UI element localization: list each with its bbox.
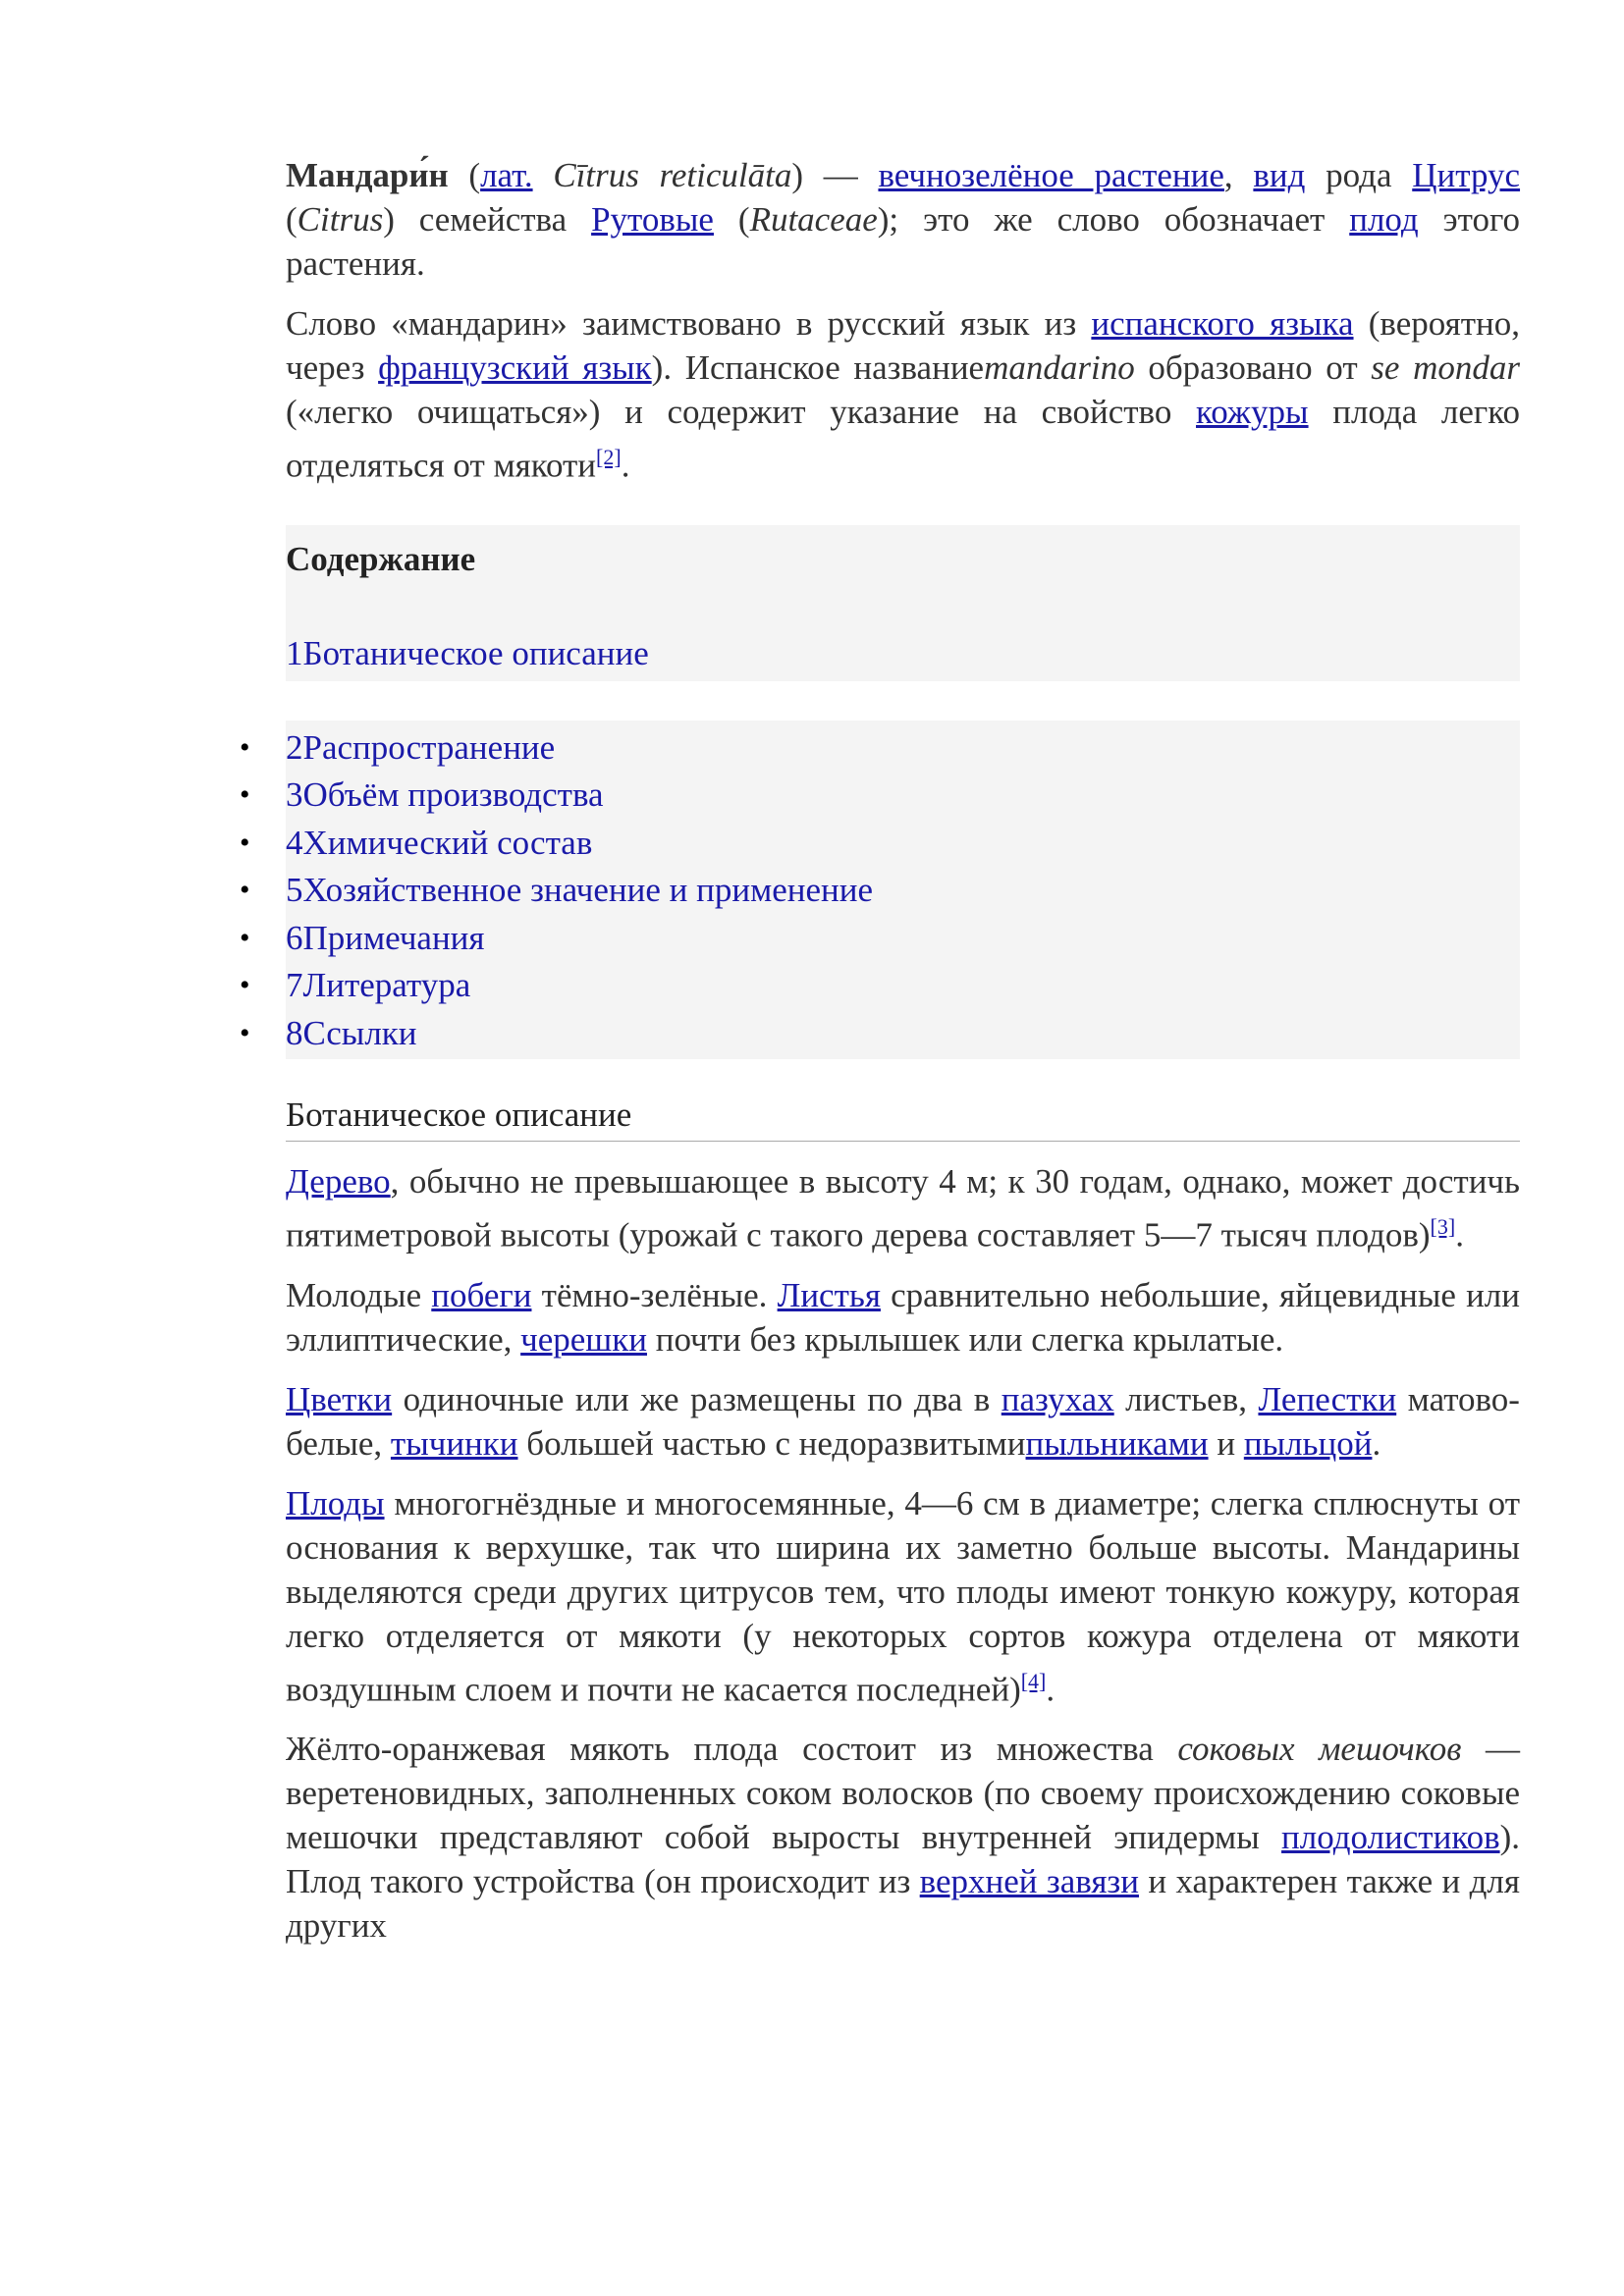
bullet-icon: •: [240, 969, 250, 1002]
text: сравнительно небольшие, яйцевидные или эллиптические,: [286, 1275, 1521, 1359]
reference-link-4[interactable]: [4]: [1020, 1668, 1047, 1693]
fruit-link[interactable]: плод: [1349, 200, 1419, 239]
botany-paragraph-3: [286, 1377, 1520, 1466]
bullet-icon: •: [240, 778, 250, 812]
text: плода легко отделяться от мякоти: [286, 393, 1520, 485]
axils-link[interactable]: пазухах: [1001, 1379, 1114, 1418]
table-of-contents: [286, 525, 1520, 681]
reference-4: [1021, 1664, 1047, 1695]
text: Слово «мандарин» заимствовано в русский язык из: [286, 304, 1092, 343]
evergreen-plant-link[interactable]: вечнозелёное растение: [878, 156, 1224, 194]
intro-paragraph-1: [286, 153, 1520, 286]
text: и характерен также и для других: [286, 1862, 1520, 1946]
toc-item-4[interactable]: [240, 820, 1520, 868]
text: (: [286, 200, 298, 239]
toc-item-8[interactable]: [240, 1010, 1520, 1058]
text: почти без крылышек или слегка крылатые.: [646, 1319, 1284, 1359]
stamens-link[interactable]: тычинки: [390, 1423, 518, 1463]
toc-item-2[interactable]: [240, 724, 1520, 773]
text: .: [1455, 1215, 1464, 1255]
anthers-link[interactable]: пыльниками: [1025, 1423, 1209, 1463]
botany-paragraph-4: [286, 1481, 1520, 1712]
bullet-icon: •: [240, 1016, 250, 1049]
text: и: [1208, 1423, 1244, 1463]
toc-label: 2Распространение: [286, 727, 556, 767]
text: — веретеновидных, заполненных соком волосков (по своему происхождению соковые мешочки представляют собой выросты внутренней эпидермы: [286, 1730, 1520, 1857]
toc-item-5[interactable]: [240, 867, 1520, 915]
petals-link[interactable]: Лепестки: [1258, 1379, 1397, 1418]
leaves-link[interactable]: Листья: [777, 1275, 881, 1314]
text: ). Испанское название: [651, 348, 985, 387]
reference-link-2[interactable]: [2]: [596, 445, 622, 469]
spanish-language-link[interactable]: испанского языка: [1091, 304, 1354, 343]
text: ); это же слово обозначает: [877, 200, 1350, 239]
reference-2: [596, 440, 622, 471]
reference-link-3[interactable]: [3]: [1430, 1214, 1456, 1240]
toc-item-6[interactable]: [240, 915, 1520, 963]
tree-link[interactable]: Дерево: [286, 1162, 391, 1201]
upper-ovary-link[interactable]: верхней завязи: [919, 1862, 1139, 1901]
mandarino-word: mandarino: [984, 348, 1135, 387]
toc-label: 3Объём производства: [286, 775, 604, 815]
text: рода: [1305, 156, 1413, 194]
citrus-latin: Citrus: [297, 200, 384, 239]
fruits-link[interactable]: Плоды: [286, 1483, 385, 1522]
rutovye-link[interactable]: Рутовые: [591, 200, 714, 239]
peel-link[interactable]: кожуры: [1196, 393, 1309, 431]
text: ). Плод такого устройства (он происходит из: [286, 1818, 1520, 1901]
text: Жёлто-оранжевая мякоть плода состоит из множества: [286, 1730, 1178, 1769]
toc-item-1[interactable]: 1Ботаническое описание: [286, 633, 649, 672]
citrus-link[interactable]: Цитрус: [1412, 156, 1521, 194]
toc-item-3[interactable]: [240, 772, 1520, 820]
botany-paragraph-5: [286, 1727, 1520, 1948]
rutaceae-latin: Rutaceae: [749, 200, 878, 239]
text: ,: [1223, 156, 1254, 194]
toc-list: [240, 721, 1520, 1060]
se-mondar-word: se mondar: [1371, 348, 1520, 387]
intro-paragraph-2: [286, 301, 1520, 488]
text: , обычно не превышающее в высоту 4 м; к 30 годам, однако, может достичь пятиметровой высоты (урожай с такого дерева составляет 5—7 тысяч плодов): [286, 1162, 1520, 1255]
bullet-icon: •: [240, 921, 250, 954]
text: этого растения.: [286, 200, 1520, 283]
text: («легко очищаться») и содержит указание на свойство: [286, 393, 1196, 431]
text: .: [621, 446, 630, 485]
pollen-link[interactable]: пыльцой: [1243, 1423, 1373, 1463]
text: одиночные или же размещены по два в: [392, 1379, 1001, 1418]
text: многогнёздные и многосемянные, 4—6 см в диаметре; слегка сплюснуты от основания к верхушке, так что ширина их заметно больше высоты. Мандарины выделяются среди других цитрусов тем, что плоды имеют тонкую кожуру, которая легко отделяется от мякоти (у некоторых сортов кожура отделена от мякоти воздушным слоем и почти не касается последней): [286, 1483, 1520, 1709]
toc-title: Содержание: [286, 539, 476, 578]
text: матово-белые,: [286, 1379, 1520, 1463]
toc-label: 8Ссылки: [286, 1013, 417, 1052]
text: образовано от: [1134, 348, 1372, 387]
text: (вероятно, через: [286, 304, 1520, 387]
species-link[interactable]: вид: [1253, 156, 1306, 194]
latin-link[interactable]: лат.: [480, 156, 533, 194]
text: ) семейства: [383, 200, 592, 239]
botany-paragraph-1: [286, 1159, 1520, 1257]
bullet-icon: •: [240, 874, 250, 907]
section-heading: Ботаническое описание: [286, 1093, 1520, 1142]
latin-name: Cītrus reticulāta: [553, 156, 792, 194]
flowers-link[interactable]: Цветки: [286, 1379, 393, 1418]
text: (: [448, 156, 481, 194]
toc-label: 7Литература: [286, 966, 471, 1005]
text: листьев,: [1113, 1379, 1259, 1418]
text: большей частью с недоразвитыми: [517, 1423, 1026, 1463]
carpels-link[interactable]: плодолистиков: [1281, 1818, 1500, 1857]
shoots-link[interactable]: побеги: [431, 1275, 532, 1314]
petioles-link[interactable]: черешки: [520, 1319, 647, 1359]
toc-item-7[interactable]: [240, 962, 1520, 1010]
article-term: Мандари́н: [286, 156, 449, 194]
botany-paragraph-2: [286, 1273, 1520, 1362]
text: Молодые: [286, 1275, 432, 1314]
text: тёмно-зелёные.: [531, 1275, 778, 1314]
text: (: [713, 200, 750, 239]
juice-sacs-term: соковых мешочков: [1177, 1730, 1462, 1769]
bullet-icon: •: [240, 730, 250, 764]
text: [533, 156, 554, 194]
article-content: [240, 153, 1521, 1963]
toc-label: 6Примечания: [286, 918, 485, 957]
bullet-icon: •: [240, 826, 250, 859]
text: .: [1046, 1670, 1056, 1709]
reference-3: [1431, 1209, 1456, 1241]
french-language-link[interactable]: французский язык: [378, 348, 652, 387]
text: ) —: [791, 156, 879, 194]
toc-label: 4Химический состав: [286, 823, 593, 862]
toc-label: 5Хозяйственное значение и применение: [286, 871, 874, 910]
text: .: [1372, 1423, 1381, 1463]
